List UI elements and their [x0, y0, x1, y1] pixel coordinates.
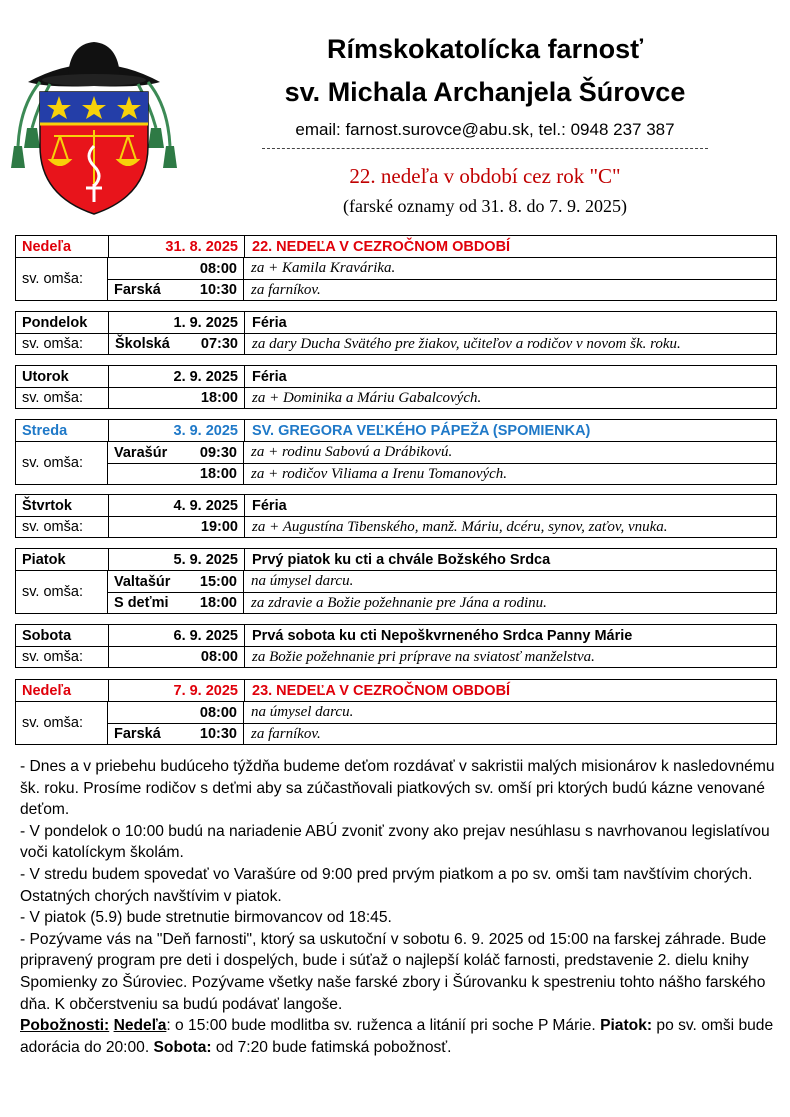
day-name: Streda [22, 422, 68, 439]
announcement-item: - Pozývame vás na "Deň farnosti", ktorý sa uskutoční v sobotu 6. 9. 2025 od 15:00 na farskej záhrade. Bude pripravený program pre deti i dospelých, bude i súťaž o najlepší koláč farnosti, predstavenie 2. dielu knihy Spomienky zo Šúroviec. Pozývame všetky naše farské zbory i Šúrovanku k spestreniu tohto nášho farského dňa. K občerstveniu sa budú podávať langoše. [20, 930, 767, 1013]
announcement-item: - Dnes a v priebehu budúceho týždňa budeme deťom rozdávať v sakristii malých misionárov k nasledovnému šk. roku. Prosíme rodičov s deťmi aby sa zúčastňovali piatkových sv. omší pri ktorých budú kázne venované deťom. [20, 758, 775, 819]
announcements [20, 756, 780, 1058]
day-date: 1. 9. 2025 [108, 312, 244, 333]
announcement-item: - V piatok (5.9) bude stretnutie birmovancov od 18:45. [20, 909, 392, 927]
day-block-sunday-31-8 [15, 235, 777, 301]
day-name: Nedeľa [22, 682, 72, 699]
mass-label: sv. omša: [22, 649, 83, 665]
mass-intention: za + Augustína Tibenského, manž. Máriu, dcéru, synov, zaťov, vnuka. [244, 517, 776, 537]
day-block-saturday [15, 624, 777, 668]
mass-intention: za dary Ducha Svätého pre žiakov, učiteľov a rodičov v novom šk. roku. [244, 334, 776, 354]
mass-time: 18:00 [199, 466, 237, 482]
mass-intention: za Božie požehnanie pri príprave na sviatosť manželstva. [244, 647, 776, 667]
day-block-tuesday [15, 365, 777, 409]
mass-time: 10:30 [199, 726, 237, 742]
day-date: 2. 9. 2025 [108, 366, 244, 387]
day-name: Sobota [22, 627, 72, 644]
mass-time: 08:00 [200, 649, 238, 665]
sunday-title: 22. nedeľa v období cez rok "C" [349, 164, 621, 188]
day-block-monday [15, 311, 777, 355]
day-date: 6. 9. 2025 [108, 625, 244, 646]
mass-intention: za + rodičov Viliama a Irenu Tomanových. [243, 464, 776, 484]
day-block-friday [15, 548, 777, 614]
day-name: Nedeľa [22, 238, 72, 255]
day-date: 3. 9. 2025 [108, 420, 244, 441]
mass-time: 08:00 [199, 260, 237, 277]
mass-label: sv. omša: [22, 390, 83, 406]
mass-label: sv. omša: [16, 442, 108, 484]
mass-label: sv. omša: [16, 258, 108, 300]
devotions-sunday-text: : o 15:00 bude modlitba sv. ruženca a litánií pri soche P Márie. [166, 1017, 596, 1035]
coat-of-arms-icon [10, 36, 178, 216]
day-title: Féria [244, 495, 776, 516]
day-title: Féria [244, 312, 776, 333]
day-date: 5. 9. 2025 [108, 549, 244, 570]
mass-intention: na úmysel darcu. [243, 702, 776, 723]
mass-place: Farská [114, 726, 161, 742]
day-name: Piatok [22, 551, 66, 568]
header-divider [262, 148, 708, 149]
day-date: 4. 9. 2025 [108, 495, 244, 516]
devotions-friday-text: po sv. omši bude adorácia do 20:00. [20, 1017, 774, 1056]
day-title: SV. GREGORA VEĽKÉHO PÁPEŽA (SPOMIENKA) [244, 420, 776, 441]
mass-intention: za + Kamila Kravárika. [243, 258, 776, 279]
day-title: 22. NEDEĽA V CEZROČNOM OBDOBÍ [244, 236, 776, 257]
day-date: 7. 9. 2025 [108, 680, 244, 701]
day-name: Pondelok [22, 314, 88, 331]
mass-place: Valtašúr [114, 573, 171, 590]
mass-label: sv. omša: [22, 519, 83, 535]
mass-intention: na úmysel darcu. [243, 571, 776, 592]
mass-place: Školská [115, 336, 170, 352]
announcement-item: - V stredu budem spovedať vo Varašúre od 9:00 pred prvým piatkom a po sv. omši tam navštívim chorých. Ostatných chorých navštívim v piatok. [20, 865, 753, 905]
day-block-wednesday [15, 419, 777, 485]
mass-time: 18:00 [199, 595, 237, 611]
devotions [20, 1015, 780, 1058]
devotions-label: Pobožnosti: [20, 1017, 110, 1035]
day-title: Féria [244, 366, 776, 387]
devotions-saturday-label: Sobota: [153, 1038, 212, 1056]
mass-time: 07:30 [200, 336, 238, 352]
devotions-friday-label: Piatok: [600, 1017, 653, 1035]
mass-intention: za + rodinu Sabovú a Drábikovú. [243, 442, 776, 463]
mass-intention: za + Dominika a Máriu Gabalcových. [244, 388, 776, 408]
mass-time: 18:00 [200, 390, 238, 406]
mass-place: Farská [114, 282, 161, 298]
announcement-period: (farské oznamy od 31. 8. do 7. 9. 2025) [343, 196, 627, 216]
day-block-thursday [15, 494, 777, 538]
parish-title: Rímskokatolícka farnosť [326, 34, 644, 64]
mass-time: 08:00 [199, 704, 237, 721]
devotions-sunday-label: Nedeľa [113, 1017, 167, 1035]
mass-time: 09:30 [199, 444, 237, 461]
mass-time: 10:30 [199, 282, 237, 298]
mass-label: sv. omša: [16, 571, 108, 613]
day-name: Štvrtok [22, 497, 72, 514]
day-name: Utorok [22, 368, 69, 385]
mass-label: sv. omša: [22, 336, 83, 352]
day-title: Prvý piatok ku cti a chvále Božského Srdca [244, 549, 776, 570]
mass-intention: za zdravie a Božie požehnanie pre Jána a rodinu. [243, 593, 776, 613]
parish-subtitle: sv. Michala Archanjela Šúrovce [284, 77, 686, 107]
day-date: 31. 8. 2025 [108, 236, 244, 257]
day-block-sunday-7-9 [15, 679, 777, 745]
mass-label: sv. omša: [16, 702, 108, 744]
day-title: 23. NEDEĽA V CEZROČNOM OBDOBÍ [244, 680, 776, 701]
mass-time: 19:00 [200, 519, 238, 535]
devotions-saturday-text: od 7:20 bude fatimská pobožnosť. [211, 1038, 452, 1056]
contact-line: email: farnost.surovce@abu.sk, tel.: 0948 237 387 [295, 120, 675, 139]
day-title: Prvá sobota ku cti Nepoškvrneného Srdca Panny Márie [244, 625, 776, 646]
mass-time: 15:00 [199, 573, 237, 590]
mass-intention: za farníkov. [243, 724, 776, 744]
mass-place: Varašúr [114, 444, 168, 461]
mass-place: S deťmi [114, 595, 169, 611]
announcement-item: - V pondelok o 10:00 budú na nariadenie ABÚ zvoniť zvony ako prejav nesúhlasu s navrhovanou legislatívou voči katolíckym školám. [20, 822, 770, 862]
mass-intention: za farníkov. [243, 280, 776, 300]
